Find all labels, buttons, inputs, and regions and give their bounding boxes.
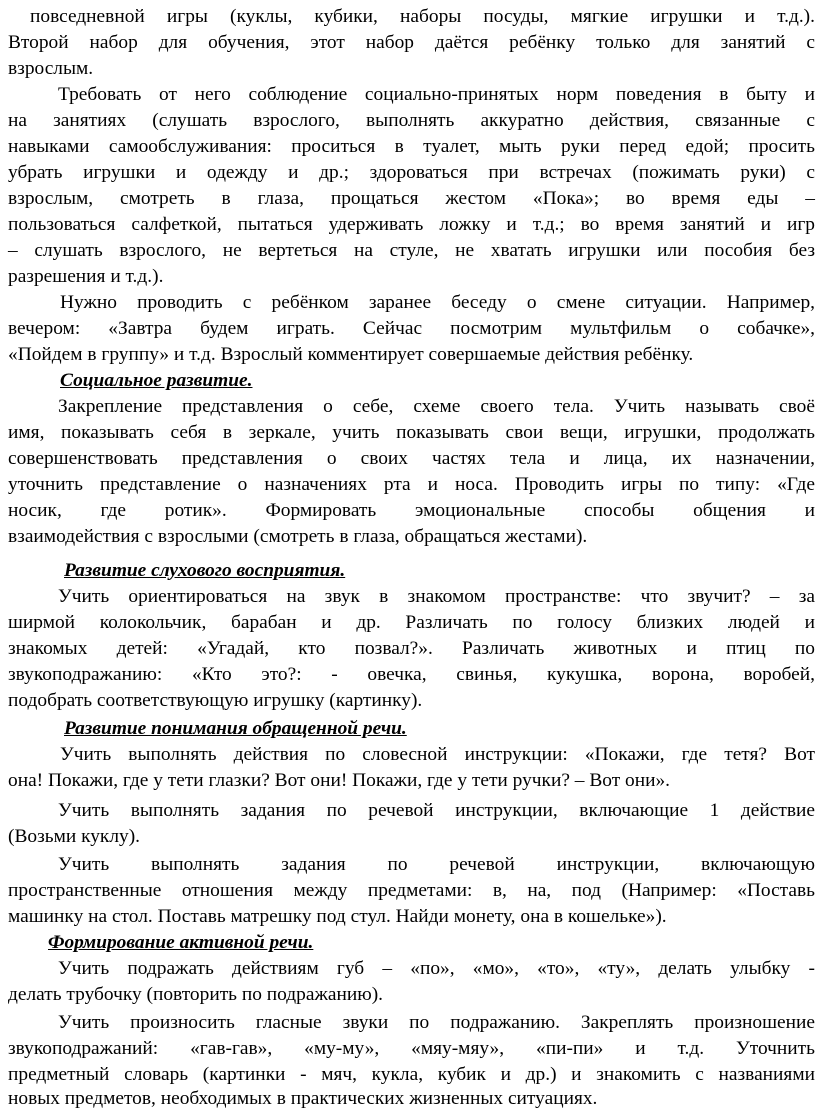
text-line: звукоподражанию: «Кто это?: - овечка, свинья, кукушка, ворона, воробей, xyxy=(8,664,815,685)
text-line: на занятиях (слушать взрослого, выполнять аккуратно действия, связанные с xyxy=(8,110,815,131)
text-line: знакомых детей: «Угадай, кто позвал?». Различать животных и птиц по xyxy=(8,638,815,659)
text-line: делать трубочку (повторить по подражанию). xyxy=(8,984,384,1005)
text-line: пространственные отношения между предметами: в, на, под (Например: «Поставь xyxy=(8,880,815,901)
text-line: она! Покажи, где у тети глазки? Вот они! Покажи, где у тети ручки? – Вот они». xyxy=(8,770,671,791)
section-heading-auditory: Развитие слухового восприятия. xyxy=(64,560,346,581)
text-line: взрослым. xyxy=(8,58,94,79)
section-heading-understanding: Развитие понимания обращенной речи. xyxy=(64,718,407,739)
text-line: звукоподражаний: «гав-гав», «му-му», «мяу-мяу», «пи-пи» и т.д. Уточнить xyxy=(8,1038,815,1059)
text-line: «Пойдем в группу» и т.д. Взрослый комментирует совершаемые действия ребёнку. xyxy=(8,344,694,365)
text-line: предметный словарь (картинки - мяч, кукла, кубик и др.) и знакомить с названиями xyxy=(8,1064,815,1085)
text-line: разрешения и т.д.). xyxy=(8,266,164,287)
text-line: (Возьми куклу). xyxy=(8,826,141,847)
text-line: Требовать от него соблюдение социально-принятых норм поведения в быту и xyxy=(58,84,815,105)
text-line: Учить выполнять задания по речевой инструкции, включающие 1 действие xyxy=(58,800,815,821)
text-line: взаимодействия с взрослыми (смотреть в глаза, обращаться жестами). xyxy=(8,526,588,547)
text-line: повседневной игры (куклы, кубики, наборы посуды, мягкие игрушки и т.д.). xyxy=(30,6,815,27)
text-line: машинку на стол. Поставь матрешку под стул. Найди монету, она в кошельке»). xyxy=(8,906,667,927)
text-line: Учить произносить гласные звуки по подражанию. Закреплять произношение xyxy=(58,1012,815,1033)
text-line: – слушать взрослого, не вертеться на стуле, не хватать игрушки или пособия без xyxy=(8,240,815,261)
text-line: Закрепление представления о себе, схеме своего тела. Учить называть своё xyxy=(58,396,815,417)
text-line: имя, показывать себя в зеркале, учить показывать свои вещи, игрушки, продолжать xyxy=(8,422,815,443)
text-line: носик, где ротик». Формировать эмоциональные способы общения и xyxy=(8,500,815,521)
text-line: навыками самообслуживания: проситься в туалет, мыть руки перед едой; просить xyxy=(8,136,815,157)
text-line: ширмой колокольчик, барабан и др. Различать по голосу близких людей и xyxy=(8,612,815,633)
text-line: подобрать соответствующую игрушку (картинку). xyxy=(8,690,423,711)
text-line: Учить ориентироваться на звук в знакомом пространстве: что звучит? – за xyxy=(58,586,815,607)
text-line: Учить выполнять задания по речевой инструкции, включающую xyxy=(58,854,815,875)
text-line: Нужно проводить с ребёнком заранее беседу о смене ситуации. Например, xyxy=(60,292,815,313)
text-line: Учить подражать действиям губ – «по», «мо», «то», «ту», делать улыбку - xyxy=(58,958,815,979)
text-line: убрать игрушки и одежду и др.; здороваться при встречах (пожимать руки) с xyxy=(8,162,815,183)
text-line: вечером: «Завтра будем играть. Сейчас посмотрим мультфильм о собачке», xyxy=(8,318,815,339)
text-line: совершенствовать представления о своих частях тела и лица, их назначении, xyxy=(8,448,815,469)
text-line: Учить выполнять действия по словесной инструкции: «Покажи, где тетя? Вот xyxy=(60,744,815,765)
section-heading-social: Социальное развитие. xyxy=(60,370,253,391)
text-line: Второй набор для обучения, этот набор даётся ребёнку только для занятий с xyxy=(8,32,815,53)
text-line: взрослым, смотреть в глаза, прощаться жестом «Пока»; во время еды – xyxy=(8,188,815,209)
section-heading-active-speech: Формирование активной речи. xyxy=(48,932,314,953)
text-line: пользоваться салфеткой, пытаться удерживать ложку и т.д.; во время занятий и игр xyxy=(8,214,815,235)
text-line: новых предметов, необходимых в практических жизненных ситуациях. xyxy=(8,1088,598,1109)
text-line: уточнить представление о назначениях рта и носа. Проводить игры по типу: «Где xyxy=(8,474,815,495)
